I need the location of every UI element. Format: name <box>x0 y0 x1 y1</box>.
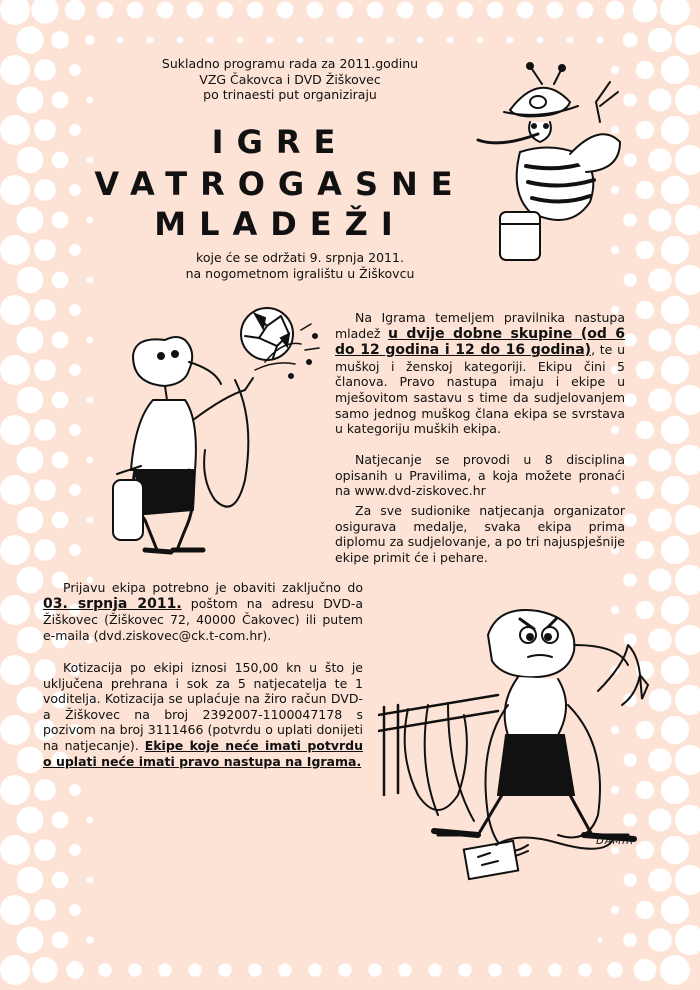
decorative-dot <box>34 899 56 921</box>
decorative-dot <box>34 119 56 141</box>
decorative-dot <box>51 31 69 49</box>
decorative-dot <box>87 277 94 284</box>
decorative-dot <box>17 807 44 834</box>
groups-text-c: , te u muškoj i ženskoj kategoriji. Ekipu čini 5 članova. Pravo nastupa imaju i ekipe u mješovitom sastavu s time da sudjelovanjem samo jednog muškog člana ekipa se svrstava u kategoriju muških ekipa. <box>335 342 626 437</box>
decorative-dot <box>17 267 44 294</box>
decorative-dot <box>648 148 671 171</box>
decorative-dot <box>52 272 69 289</box>
decorative-dot <box>661 896 689 924</box>
decorative-dot <box>660 955 690 985</box>
decorative-dot <box>34 299 56 321</box>
decorative-dot <box>117 37 124 44</box>
decorative-dot <box>337 2 354 19</box>
fee-warning: Ekipe koje neće imati potvrdu o uplati neće imati pravo nastupa na Igrama. <box>43 737 363 769</box>
decorative-dot <box>69 904 81 916</box>
decorative-dot <box>177 37 184 44</box>
decorative-dot <box>69 304 81 316</box>
decorative-dot <box>17 87 44 114</box>
title-line-3: MLADEŽI <box>154 205 406 243</box>
decorative-dot <box>248 963 261 976</box>
decorative-dot <box>623 573 636 586</box>
decorative-dot <box>648 328 671 351</box>
decorative-dot <box>0 895 30 925</box>
decorative-dot <box>648 568 671 591</box>
decorative-dot <box>17 927 44 954</box>
decorative-dot <box>648 28 672 52</box>
decorative-dot <box>17 867 44 894</box>
firefighter-bee-illustration <box>470 62 630 272</box>
decorative-dot <box>607 962 623 978</box>
decorative-dot <box>623 933 637 947</box>
decorative-dot <box>207 37 214 44</box>
decorative-dot <box>17 747 44 774</box>
decorative-dot <box>52 452 69 469</box>
decorative-dot <box>237 37 244 44</box>
decorative-dot <box>661 236 689 264</box>
decorative-dot <box>147 37 154 44</box>
decorative-dot <box>0 235 30 265</box>
decorative-dot <box>69 484 81 496</box>
decorative-dot <box>428 963 441 976</box>
decorative-dot <box>16 26 43 53</box>
decorative-dot <box>518 963 531 976</box>
intro-text <box>150 56 430 103</box>
awards-paragraph: Za sve sudionike natjecanja organizator osigurava medalje, svaka ekipa prima diplomu za sudjelovanje, a po tri najuspješnije ekipe primit će i pehare. <box>335 503 625 565</box>
decorative-dot <box>69 244 81 256</box>
decorative-dot <box>648 268 671 291</box>
intro-line-3: po trinaesti put organiziraju <box>203 87 377 102</box>
decorative-dot <box>0 415 30 445</box>
title-line-2: VATROGASNE <box>94 165 466 203</box>
decorative-dot <box>87 877 94 884</box>
decorative-dot <box>611 906 619 914</box>
age-groups-highlight: u dvije dobne skupine (od 6 do 12 godina i 12 do 16 godina) <box>335 325 625 359</box>
decorative-dot <box>327 37 334 44</box>
decorative-dot <box>34 779 56 801</box>
decorative-dot <box>69 784 81 796</box>
decorative-dot <box>661 356 689 384</box>
decorative-dot <box>578 963 591 976</box>
competition-groups-paragraph <box>335 310 625 437</box>
decorative-dot <box>548 963 561 976</box>
decorative-dot <box>0 355 30 385</box>
decorative-dot <box>636 481 654 499</box>
decorative-dot <box>636 241 654 259</box>
decorative-dot <box>458 963 471 976</box>
decorative-dot <box>69 124 81 136</box>
decorative-dot <box>648 448 671 471</box>
decorative-dot <box>297 37 304 44</box>
groups-text-a: Na Igrama temeljem pravilnika nastupa mladež <box>335 310 625 341</box>
decorative-dot <box>457 2 474 19</box>
decorative-dot <box>636 181 654 199</box>
decorative-dot <box>648 928 672 952</box>
decorative-dot <box>567 37 574 44</box>
decorative-dot <box>661 296 689 324</box>
decorative-dot <box>85 35 94 44</box>
decorative-dot <box>17 507 44 534</box>
decorative-dot <box>0 55 30 85</box>
decorative-dot <box>488 963 501 976</box>
decorative-dot <box>34 239 56 261</box>
decorative-dot <box>87 817 94 824</box>
decorative-dot <box>577 2 594 19</box>
registration-deadline: 03. srpnja 2011. <box>43 595 182 612</box>
decorative-dot <box>65 0 85 20</box>
decorative-dot <box>477 37 484 44</box>
decorative-dot <box>52 152 69 169</box>
decorative-dot <box>87 97 94 104</box>
decorative-dot <box>487 2 504 19</box>
decorative-dot <box>0 835 30 865</box>
decorative-dot <box>87 517 94 524</box>
fee-paragraph <box>43 660 363 769</box>
fee-text-a: Kotizacija po ekipi iznosi 150,00 kn u što je uključena prehrana i sok za 5 natjecatelja te 1 voditelja. Kotizacija se uplaćuje na žiro račun DVD-a Žiškovec na broj 2392007-1100047178 s pozivom na broj 3111466 (potvrdu o uplati donijeti na natjecanje). <box>43 660 363 753</box>
decorative-dot <box>648 508 671 531</box>
decorative-dot <box>87 337 94 344</box>
event-date-location <box>150 250 450 282</box>
decorative-dot <box>308 963 321 976</box>
decorative-dot <box>0 955 30 985</box>
decorative-dot <box>52 812 69 829</box>
decorative-dot <box>636 301 654 319</box>
event-location: na nogometnom igralištu u Žiškovcu <box>185 266 415 281</box>
registration-text-c: poštom na adresu DVD-a Žiškovec (Žiškovec 72, 40000 Čakovec) ili putem e-maila (dvd.ziskovec@ck.t-com.hr). <box>43 595 363 643</box>
decorative-dot <box>661 116 689 144</box>
decorative-dot <box>0 715 30 745</box>
decorative-dot <box>17 327 44 354</box>
decorative-dot <box>661 476 689 504</box>
decorative-dot <box>623 273 636 286</box>
decorative-dot <box>52 932 69 949</box>
decorative-dot <box>0 535 30 565</box>
decorative-dot <box>69 544 81 556</box>
decorative-dot <box>69 64 81 76</box>
decorative-dot <box>52 392 69 409</box>
decorative-dot <box>0 115 30 145</box>
decorative-dot <box>661 56 689 84</box>
decorative-dot <box>34 539 56 561</box>
decorative-dot <box>69 424 81 436</box>
firefighter-hose-illustration <box>105 300 330 570</box>
decorative-dot <box>606 1 625 20</box>
decorative-dot <box>0 775 30 805</box>
decorative-dot <box>247 2 264 19</box>
decorative-dot <box>596 36 603 43</box>
decorative-dot <box>17 147 44 174</box>
decorative-dot <box>427 2 444 19</box>
firefighter-hoses-illustration <box>378 595 668 900</box>
decorative-dot <box>648 388 671 411</box>
decorative-dot <box>623 333 636 346</box>
decorative-dot <box>34 179 56 201</box>
decorative-dot <box>397 2 414 19</box>
decorative-dot <box>636 541 654 559</box>
decorative-dot <box>98 963 111 976</box>
decorative-dot <box>66 961 84 979</box>
decorative-dot <box>623 453 636 466</box>
decorative-dot <box>218 963 231 976</box>
decorative-dot <box>128 963 141 976</box>
decorative-dot <box>507 37 514 44</box>
decorative-dot <box>87 397 94 404</box>
decorative-dot <box>0 655 30 685</box>
decorative-dot <box>661 416 689 444</box>
decorative-dot <box>398 963 411 976</box>
decorative-dot <box>69 844 81 856</box>
decorative-dot <box>0 295 30 325</box>
decorative-dot <box>307 2 324 19</box>
decorative-dot <box>17 687 44 714</box>
registration-text-a: Prijavu ekipa potrebno je obaviti zaključno do <box>63 580 363 595</box>
decorative-dot <box>34 419 56 441</box>
decorative-dot <box>97 2 114 19</box>
decorative-dot <box>648 88 671 111</box>
decorative-dot <box>387 37 394 44</box>
decorative-dot <box>86 936 93 943</box>
decorative-dot <box>623 513 636 526</box>
intro-line-2: VZG Čakovca i DVD Žiškovec <box>199 71 381 87</box>
decorative-dot <box>52 872 69 889</box>
decorative-dot <box>417 37 424 44</box>
decorative-dot <box>636 61 654 79</box>
decorative-dot <box>87 457 94 464</box>
decorative-dot <box>157 2 174 19</box>
decorative-dot <box>648 208 671 231</box>
decorative-dot <box>34 479 56 501</box>
decorative-dot <box>278 963 291 976</box>
decorative-dot <box>0 475 30 505</box>
decorative-dot <box>32 957 57 982</box>
decorative-dot <box>267 37 274 44</box>
decorative-dot <box>52 512 69 529</box>
decorative-dot <box>623 393 636 406</box>
decorative-dot <box>17 207 44 234</box>
decorative-dot <box>187 2 204 19</box>
intro-line-1: Sukladno programu rada za 2011.godinu <box>161 56 419 71</box>
decorative-dot <box>34 359 56 381</box>
decorative-dot <box>158 963 171 976</box>
decorative-dot <box>17 567 44 594</box>
decorative-dot <box>69 364 81 376</box>
decorative-dot <box>636 901 654 919</box>
decorative-dot <box>368 963 381 976</box>
illustrator-signature: DAMIR <box>596 836 635 847</box>
decorative-dot <box>127 2 144 19</box>
event-date: koje će se održati 9. srpnja 2011. <box>196 250 404 265</box>
decorative-dot <box>636 361 654 379</box>
decorative-dot <box>636 121 654 139</box>
decorative-dot <box>17 387 44 414</box>
decorative-dot <box>517 2 534 19</box>
decorative-dot <box>217 2 234 19</box>
registration-paragraph <box>43 580 363 643</box>
decorative-dot <box>69 184 81 196</box>
decorative-dot <box>537 37 544 44</box>
decorative-dot <box>661 536 689 564</box>
decorative-dot <box>52 332 69 349</box>
decorative-dot <box>52 92 69 109</box>
decorative-dot <box>634 959 657 982</box>
decorative-dot <box>0 175 30 205</box>
decorative-dot <box>34 839 56 861</box>
decorative-dot <box>0 595 30 625</box>
decorative-dot <box>598 938 603 943</box>
decorative-dot <box>17 627 44 654</box>
disciplines-paragraph: Natjecanje se provodi u 8 disciplina opisanih u Pravilima, a koja možete pronaći na www.dvd-ziskovec.hr <box>335 452 625 499</box>
decorative-dot <box>17 447 44 474</box>
decorative-dot <box>623 33 638 48</box>
decorative-dot <box>357 37 364 44</box>
decorative-dot <box>188 963 201 976</box>
decorative-dot <box>447 37 454 44</box>
decorative-dot <box>34 59 56 81</box>
decorative-dot <box>338 963 351 976</box>
decorative-dot <box>661 176 689 204</box>
decorative-dot <box>636 421 654 439</box>
title-line-1: IGRE <box>211 123 349 161</box>
decorative-dot <box>52 212 69 229</box>
decorative-dot <box>277 2 294 19</box>
decorative-dot <box>547 2 564 19</box>
decorative-dot <box>367 2 384 19</box>
